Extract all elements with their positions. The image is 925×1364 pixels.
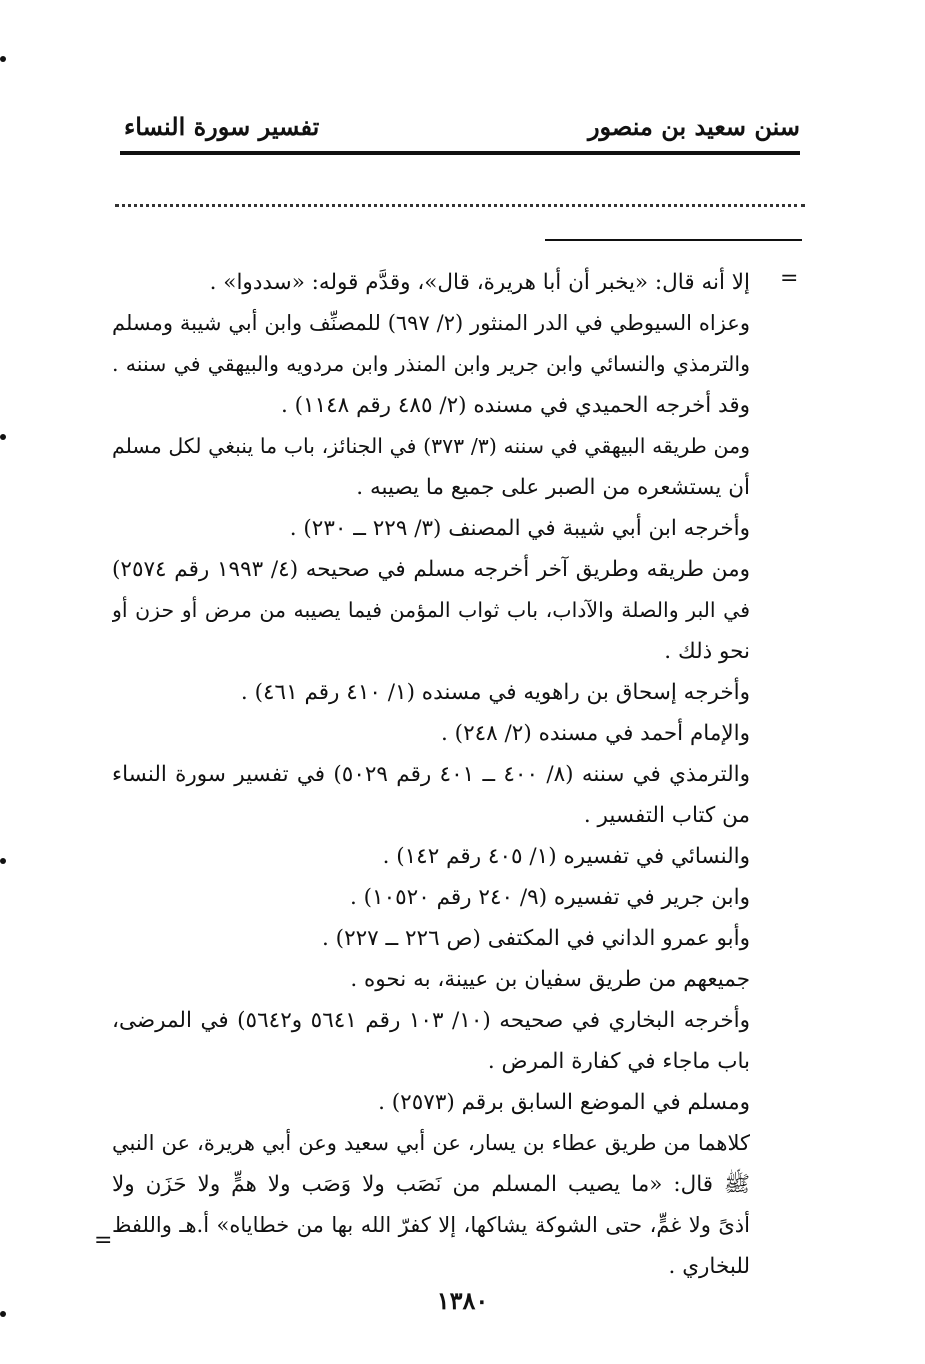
footnote-rule	[545, 239, 802, 241]
text-line: نحو ذلك .	[664, 639, 750, 664]
footnote-text-block	[112, 262, 750, 1287]
text-line: وابن جرير في تفسيره (٩/ ٢٤٠ رقم ١٠٥٢٠) .	[349, 885, 750, 910]
page-number: ١٣٨٠	[436, 1286, 489, 1315]
text-line: وأبو عمرو الداني في المكتفى (ص ٢٢٦ ــ ٢٢٧) .	[322, 926, 750, 951]
text-line: ومن طريقه وطريق آخر أخرجه مسلم في صحيحه (٤/ ١٩٩٣ رقم ٢٥٧٤)	[112, 557, 750, 582]
text-line: جميعهم من طريق سفيان بن عيينة، به نحوه .	[350, 967, 750, 992]
text-line: ومن طريقه البيهقي في سننه (٣/ ٣٧٣) في الجنائز، باب ما ينبغي لكل مسلم	[112, 434, 750, 458]
text-line: في البر والصلة والآداب، باب ثواب المؤمن فيما يصيبه من مرض أو حزن أو	[112, 598, 750, 622]
text-line: وأخرجه البخاري في صحيحه (١٠/ ١٠٣ رقم ٥٦٤١ و٥٦٤٢) في المرضى،	[112, 1008, 750, 1033]
header-rule	[120, 151, 800, 155]
text-line: أذىً ولا غمٍّ، حتى الشوكة يشاكها، إلا كفرّ الله بها من خطاياه» أ.هـ واللفظ	[112, 1213, 750, 1237]
text-line: وقد أخرجه الحميدي في مسنده (٢/ ٤٨٥ رقم ١١٤٨) .	[280, 393, 750, 418]
text-line: والترمذي والنسائي وابن جرير وابن المنذر وابن مردويه والبيهقي في سننه .	[112, 352, 750, 376]
text-line: كلاهما من طريق عطاء بن يسار، عن أبي سعيد وعن أبي هريرة، عن النبي	[112, 1131, 750, 1155]
text-line: وأخرجه إسحاق بن راهويه في مسنده (١/ ٤١٠ رقم ٤٦١) .	[240, 680, 750, 705]
text-line: أن يستشعره من الصبر على جميع ما يصيبه .	[356, 475, 750, 500]
continuation-mark-bottom: =	[94, 1228, 113, 1253]
text-line: والنسائي في تفسيره (١/ ٤٠٥ رقم ١٤٢) .	[382, 844, 750, 869]
text-line: وأخرجه ابن أبي شيبة في المصنف (٣/ ٢٢٩ ــ ٢٣٠) .	[289, 516, 750, 541]
scan-edge-mark	[0, 858, 6, 864]
continuation-mark-top: =	[780, 266, 799, 291]
text-line: من كتاب التفسير .	[583, 803, 750, 828]
text-line: إلا أنه قال: «يخبر أن أبا هريرة، قال»، وقدَّم قوله: «سددوا» .	[209, 270, 750, 295]
text-line: ﷺ قال: «ما يصيب المسلم من نَصَب ولا وَصَب ولا همٍّ ولا حَزَن ولا	[112, 1172, 750, 1197]
text-line: والترمذي في سننه (٨/ ٤٠٠ ــ ٤٠١ رقم ٥٠٢٩) في تفسير سورة النساء	[112, 762, 750, 787]
text-line: والإمام أحمد في مسنده (٢/ ٢٤٨) .	[441, 721, 750, 746]
running-header-section-title: تفسير سورة النساء	[124, 112, 320, 141]
dotted-separator	[115, 204, 805, 207]
running-header-book-title: سنن سعيد بن منصور	[587, 112, 800, 141]
text-line: باب ماجاء في كفارة المرض .	[487, 1049, 750, 1074]
text-line: للبخاري .	[668, 1254, 750, 1279]
text-line: ومسلم في الموضع السابق برقم (٢٥٧٣) .	[378, 1090, 750, 1115]
text-line: وعزاه السيوطي في الدر المنثور (٢/ ٦٩٧) للمصنِّف وابن أبي شيبة ومسلم	[112, 311, 750, 335]
scan-edge-mark	[0, 1311, 6, 1317]
scan-edge-mark	[0, 56, 6, 62]
scan-edge-mark	[0, 434, 6, 440]
